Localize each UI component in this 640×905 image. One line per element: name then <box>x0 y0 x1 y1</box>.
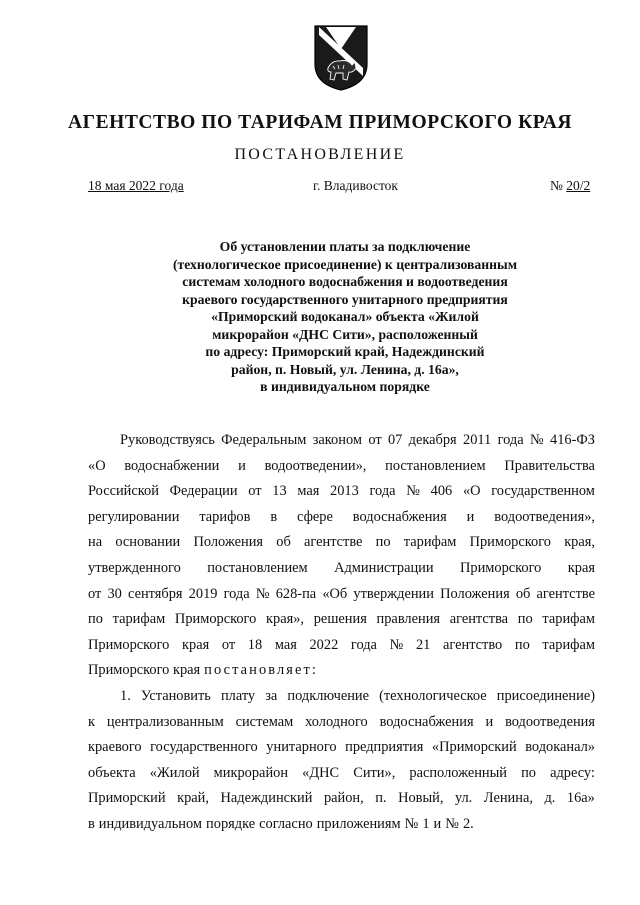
subject-line: микрорайон «ДНС Сити», расположенный <box>212 326 478 342</box>
decree-city: г. Владивосток <box>313 178 398 193</box>
subject-line: по адресу: Приморский край, Надеждинский <box>205 344 485 359</box>
subject-line: краевого государственного унитарного предприятия <box>182 291 508 307</box>
body-line: Приморского края от 18 мая 2022 года № 21 агентство по тарифам <box>88 636 595 653</box>
number-prefix: № <box>550 178 567 193</box>
resolves-line <box>88 658 595 684</box>
number-value: 20/2 <box>566 178 591 193</box>
subject-line: системам холодного водоснабжения и водоотведения <box>182 274 508 289</box>
item-line: краевого государственного унитарного предприятия «Приморский водоканал» <box>88 739 595 756</box>
document-type: ПОСТАНОВЛЕНИЕ <box>234 146 406 163</box>
body-line: от 30 сентября 2019 года № 628-па «Об утверждении Положения об агентстве <box>88 585 595 602</box>
body-line: утвержденного постановлением Администрации Приморского края <box>88 559 595 576</box>
coat-of-arms-emblem <box>312 24 370 92</box>
agency-title: АГЕНТСТВО ПО ТАРИФАМ ПРИМОРСКОГО КРАЯ <box>67 112 572 133</box>
decree-body <box>88 428 595 838</box>
item-line: в индивидуальном порядке согласно приложениям № 1 и № 2. <box>88 815 474 832</box>
item-line: к централизованным системам холодного водоснабжения и водоотведения <box>88 713 595 730</box>
body-line: Российской Федерации от 13 мая 2013 года № 406 «О государственном <box>88 483 595 500</box>
subject-line: Об установлении платы за подключение <box>219 239 471 254</box>
body-line: на основании Положения об агентстве по тарифам Приморского края, <box>88 534 595 551</box>
resolves-prefix: Приморского края <box>88 662 201 679</box>
body-line: «О водоснабжении и водоотведении», постановлением Правительства <box>88 457 595 474</box>
subject-line: район, п. Новый, ул. Ленина, д. 16а», <box>231 361 459 377</box>
decree-number <box>550 178 590 194</box>
resolves-word: постановляет: <box>204 662 318 679</box>
item-line: объекта «Жилой микрорайон «ДНС Сити», расположенный по адресу: <box>88 764 595 781</box>
decree-date: 18 мая 2022 года <box>88 178 184 193</box>
subject-line: «Приморский водоканал» объекта «Жилой <box>211 309 479 324</box>
item-line: Приморский край, Надеждинский район, п. Новый, ул. Ленина, д. 16а» <box>88 790 595 807</box>
decree-subject <box>130 238 560 396</box>
body-line: регулировании тарифов в сфере водоснабжения и водоотведения», <box>88 508 595 525</box>
body-line: по тарифам Приморского края», решения правления агентства по тарифам <box>88 611 595 628</box>
item-line: 1. Установить плату за подключение (технологическое присоединение) <box>120 687 595 704</box>
subject-line: в индивидуальном порядке <box>260 379 430 394</box>
subject-line: (технологическое присоединение) к централизованным <box>172 256 518 272</box>
body-line: Руководствуясь Федеральным законом от 07 декабря 2011 года № 416-ФЗ <box>120 432 595 448</box>
